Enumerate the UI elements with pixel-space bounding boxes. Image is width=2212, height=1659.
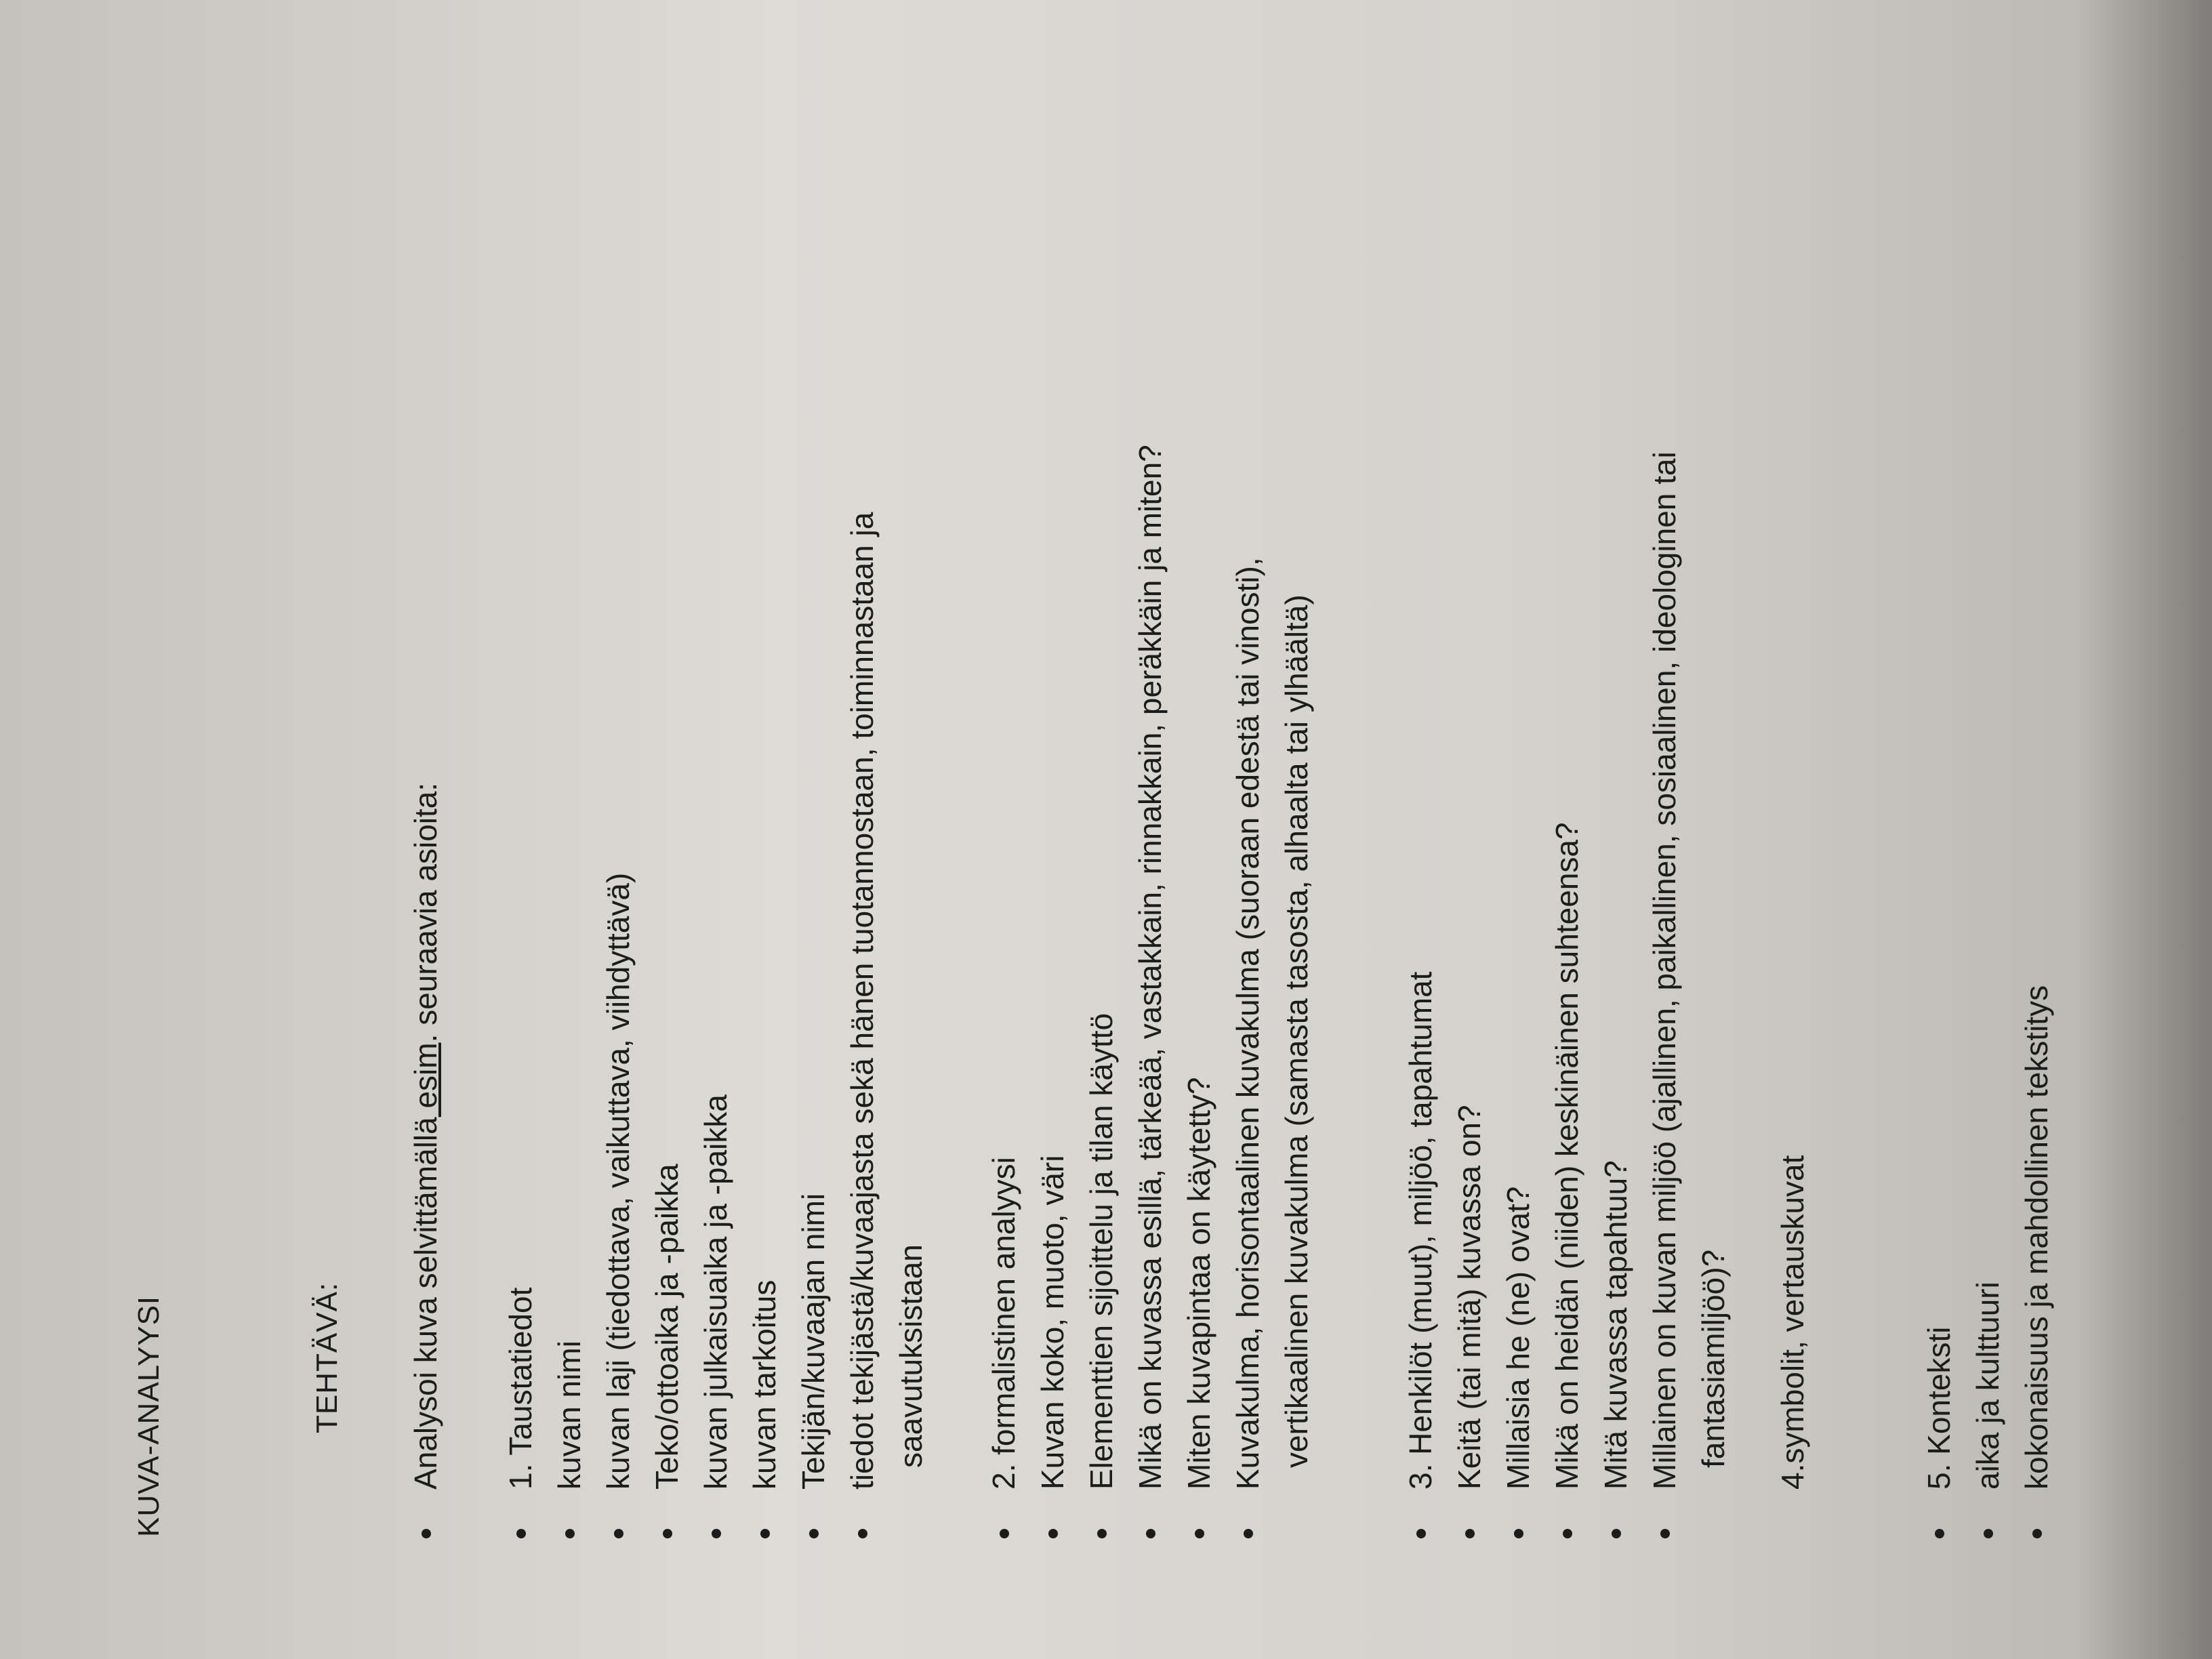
list-item-text: tiedot tekijästä/kuvaajasta sekä hänen tuotannostaan, toiminnastaan ja xyxy=(844,512,880,1490)
list-item xyxy=(1963,33,2012,1659)
list-item xyxy=(1640,33,1738,1659)
bullet-icon xyxy=(1195,1529,1204,1538)
bullet-icon xyxy=(1563,1529,1572,1538)
list-item-text: Tekijän/kuvaajan nimi xyxy=(796,1193,831,1490)
list-item-text: 3. Henkilöt (muut), miljöö, tapahtumat xyxy=(1403,971,1438,1490)
bullet-icon xyxy=(1514,1529,1523,1538)
list-item-text: 2. formalistinen analyysi xyxy=(986,1157,1021,1490)
list-item xyxy=(496,33,545,1659)
list-item xyxy=(979,33,1028,1659)
list-item-text: Millaisia he (ne) ovat? xyxy=(1500,1186,1536,1490)
list-item xyxy=(594,33,642,1659)
bullet-icon xyxy=(1146,1529,1155,1538)
list-item xyxy=(1223,33,1321,1659)
list-item xyxy=(1126,33,1174,1659)
list-item-text: Keitä (tai mitä) kuvassa on? xyxy=(1452,1105,1487,1490)
bullet-icon xyxy=(614,1529,623,1538)
section-context xyxy=(1914,33,2061,1659)
symbols-line: 4.symbolit, vertauskuvat xyxy=(1775,1155,1810,1490)
list-item-text: kuvan laji (tiedottava, vaikuttava, viihdyttävä) xyxy=(600,872,636,1490)
bullet-icon xyxy=(760,1529,770,1538)
task-heading: TEHTÄVÄ: xyxy=(310,1282,344,1433)
list-item-continuation: saavutuksistaan xyxy=(893,1244,928,1468)
list-item-text: aika ja kulttuuri xyxy=(1970,1282,2005,1490)
list-item-text: Kuvakulma, horisontaalinen kuvakulma (suoraan edestä tai vinosti), xyxy=(1230,557,1265,1490)
list-item-text: Kuvan koko, muoto, väri xyxy=(1035,1155,1070,1490)
list-item xyxy=(1494,33,1542,1659)
section-background-info xyxy=(496,33,935,1659)
list-item-text: Miten kuvapintaa on käytetty? xyxy=(1181,1077,1216,1490)
list-item xyxy=(1396,33,1445,1659)
list-item xyxy=(2012,33,2061,1659)
list-item xyxy=(1174,33,1223,1659)
list-item xyxy=(691,33,740,1659)
bullet-icon xyxy=(809,1529,819,1538)
bullet-icon xyxy=(663,1529,672,1538)
list-item-text: Teko/ottoaika ja -paikka xyxy=(649,1164,684,1490)
section-people-setting xyxy=(1396,33,1738,1659)
bullet-icon xyxy=(1935,1529,1944,1538)
list-item xyxy=(838,33,935,1659)
list-item-text: Mikä on kuvassa esillä, tärkeää, vastakkain, rinnakkain, peräkkäin ja miten? xyxy=(1132,445,1168,1490)
list-item xyxy=(642,33,691,1659)
bullet-icon xyxy=(1244,1529,1253,1538)
bullet-icon xyxy=(2032,1529,2042,1538)
list-item-continuation: vertikaalinen kuvakulma (samasta tasosta, alhaalta tai ylhäältä) xyxy=(1279,594,1314,1468)
list-item xyxy=(1591,33,1640,1659)
document-title: KUVA-ANALYYSI xyxy=(132,1295,165,1537)
section-formal-analysis xyxy=(979,33,1321,1659)
list-item-text: 1. Taustatiedot xyxy=(503,1287,538,1490)
intro-bullet xyxy=(401,0,450,1490)
bullet-icon xyxy=(1097,1529,1107,1538)
bullet-icon xyxy=(858,1529,867,1538)
list-item-text: kuvan nimi xyxy=(552,1340,587,1490)
bullet-icon xyxy=(516,1529,526,1538)
intro-text: Analysoi kuva selvittämällä xyxy=(408,1117,443,1490)
list-item xyxy=(1077,33,1126,1659)
list-item xyxy=(1028,33,1077,1659)
bullet-icon xyxy=(1416,1529,1426,1538)
list-item-text: Elementtien sijoittelu ja tilan käyttö xyxy=(1084,1012,1119,1490)
bullet-icon xyxy=(1465,1529,1475,1538)
bullet-icon xyxy=(1660,1529,1670,1538)
bullet-icon xyxy=(1612,1529,1621,1538)
list-item-text: Mikä on heidän (niiden) keskinäinen suhteensa? xyxy=(1549,822,1584,1490)
list-item xyxy=(1445,33,1494,1659)
intro-text-end: . seuraavia asioita: xyxy=(408,782,443,1043)
list-item xyxy=(1542,33,1591,1659)
bullet-icon xyxy=(422,1529,431,1538)
list-item-text: kuvan tarkoitus xyxy=(747,1279,782,1490)
list-item-text: kokonaisuus ja mahdollinen tekstitys xyxy=(2019,985,2054,1490)
intro-underlined: esim xyxy=(408,1042,443,1118)
list-item-text: 5. Konteksti xyxy=(1921,1326,1957,1490)
list-item-text: Mitä kuvassa tapahtuu? xyxy=(1598,1160,1633,1490)
bullet-icon xyxy=(712,1529,721,1538)
bullet-icon xyxy=(1048,1529,1058,1538)
list-item-text: Millainen on kuvan miljöö (ajallinen, paikallinen, sosiaalinen, ideologinen tai xyxy=(1647,451,1682,1490)
bullet-icon xyxy=(565,1529,575,1538)
list-item xyxy=(789,33,838,1659)
list-item xyxy=(545,33,594,1659)
bullet-icon xyxy=(1000,1529,1009,1538)
list-item-continuation: fantasiamiljöö)? xyxy=(1696,1249,1731,1468)
list-item xyxy=(1914,33,1963,1659)
list-item xyxy=(740,33,789,1659)
bullet-icon xyxy=(1984,1529,1993,1538)
edge-shadow xyxy=(2076,0,2212,1659)
list-item-text: kuvan julkaisuaika ja -paikka xyxy=(698,1094,733,1490)
